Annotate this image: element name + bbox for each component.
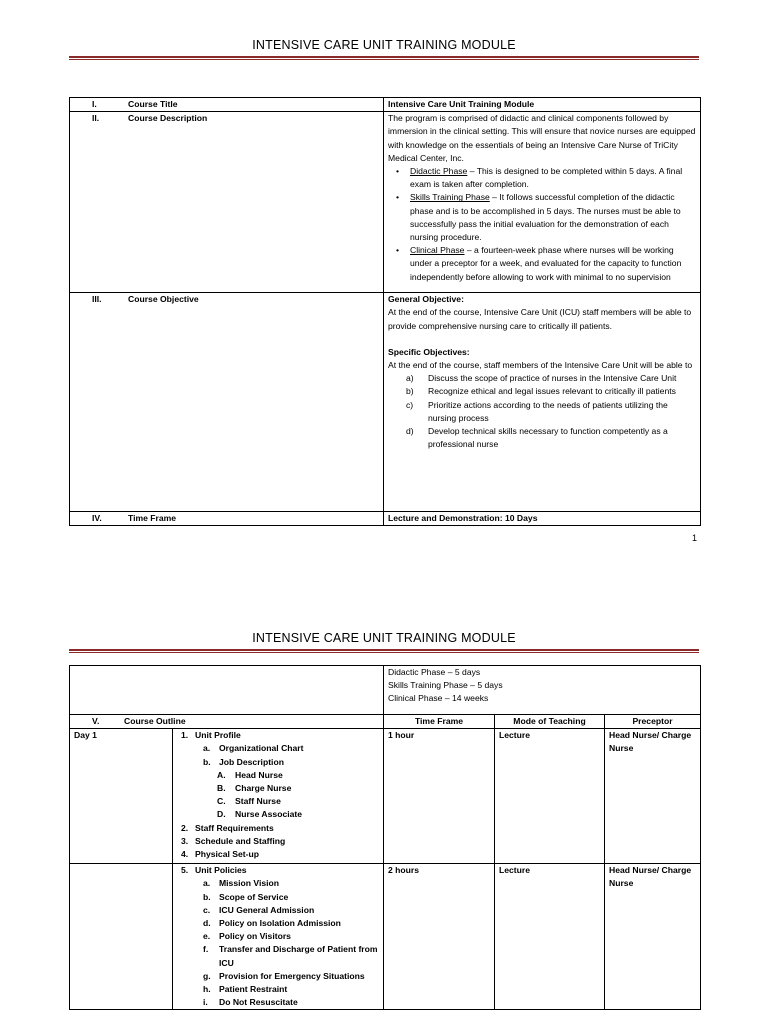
row-label: Course Description xyxy=(128,113,208,124)
time-frame-cell: 2 hours xyxy=(384,864,495,1010)
row-number: I. xyxy=(92,99,97,109)
list-item: f. Transfer and Discharge of Patient from ICU xyxy=(203,944,378,968)
phase-text: – This is designed to be completed within 5 days. A final exam is taken after completion. xyxy=(410,166,683,190)
table-row xyxy=(70,729,701,864)
specific-objectives-heading: Specific Objectives: xyxy=(388,346,470,357)
table-header-row xyxy=(70,715,701,729)
row-label: Course Objective xyxy=(128,294,199,305)
course-objective xyxy=(384,293,701,512)
column-header: Course Outline xyxy=(124,716,186,726)
list-item xyxy=(410,165,696,191)
specific-objectives-text: At the end of the course, staff members of the Intensive Care Unit will be able to xyxy=(388,360,693,371)
list-item xyxy=(410,191,696,244)
list-item: b. Scope of Service xyxy=(203,891,289,902)
phase-text: – It follows successful completion of the didactic phase and is to be accomplished in 5 days. The nurses must be able to successfully pass the initial evaluation for the demonstration of each nursing procedure. xyxy=(410,192,681,243)
list-item: b. Job Description xyxy=(203,756,284,767)
list-item: 3. Schedule and Staffing xyxy=(181,835,286,846)
phase-line: Clinical Phase – 14 weeks xyxy=(388,693,489,704)
preceptor-cell: Head Nurse/ Charge Nurse xyxy=(605,864,701,1010)
table-row xyxy=(70,98,701,112)
phase-list xyxy=(388,165,696,284)
page-number: 1 xyxy=(692,533,698,543)
general-objective-text: At the end of the course, Intensive Care Unit (ICU) staff members will be able to provide comprehensive nursing care to critically ill patients. xyxy=(388,307,692,331)
list-item xyxy=(410,244,696,284)
list-item: c. ICU General Admission xyxy=(203,904,315,915)
phase-summary xyxy=(384,666,701,715)
phase-term: Didactic Phase xyxy=(410,166,468,177)
general-objective-heading: General Objective: xyxy=(388,294,464,305)
list-item: 2. Staff Requirements xyxy=(181,822,274,833)
table-row xyxy=(70,112,701,293)
row-label: Time Frame xyxy=(128,513,177,524)
list-item: d) Develop technical skills necessary to function competently as a professional nurse xyxy=(406,426,668,450)
list-item: D. Nurse Associate xyxy=(217,809,303,820)
preceptor-cell: Head Nurse/ Charge Nurse xyxy=(605,729,701,864)
list-item: a) Discuss the scope of practice of nurses in the Intensive Care Unit xyxy=(406,373,677,384)
list-item: g. Provision for Emergency Situations xyxy=(203,970,365,981)
table-row xyxy=(70,293,701,512)
day-label: Day 1 xyxy=(70,729,173,864)
phase-term: Clinical Phase xyxy=(410,245,465,256)
course-info-table xyxy=(69,97,701,526)
list-item: B. Charge Nurse xyxy=(217,783,292,794)
mode-cell: Lecture xyxy=(495,729,605,864)
list-item: e. Policy on Visitors xyxy=(203,931,291,942)
table-row xyxy=(70,666,701,715)
table-row xyxy=(70,512,701,526)
list-item: C. Staff Nurse xyxy=(217,796,281,807)
list-item: i. Do Not Resuscitate xyxy=(203,997,298,1008)
column-header: Time Frame xyxy=(384,715,495,729)
list-item: 5. Unit Policies xyxy=(181,865,247,876)
list-item: h. Patient Restraint xyxy=(203,984,288,995)
row-label: Course Title xyxy=(128,99,178,109)
time-frame-cell: 1 hour xyxy=(384,729,495,864)
list-item: d. Policy on Isolation Admission xyxy=(203,918,341,929)
page-title: INTENSIVE CARE UNIT TRAINING MODULE xyxy=(252,38,516,52)
course-description xyxy=(384,112,701,293)
list-item: a. Mission Vision xyxy=(203,878,280,889)
phase-line: Skills Training Phase – 5 days xyxy=(388,680,503,691)
course-outline-table xyxy=(69,665,701,1010)
header-rule xyxy=(69,56,699,58)
course-title-value: Intensive Care Unit Training Module xyxy=(384,98,701,112)
table-row xyxy=(70,864,701,1010)
description-intro: The program is comprised of didactic and clinical components followed by immersion in the clinical setting. This will ensure that novice nurses are equipped with knowledge on the essentials of being an Intensive Care Nurse of TriCity Medical Center, Inc. xyxy=(388,113,696,163)
row-number: III. xyxy=(92,294,102,305)
header-rule xyxy=(69,649,699,651)
mode-cell: Lecture xyxy=(495,864,605,1010)
page-title: INTENSIVE CARE UNIT TRAINING MODULE xyxy=(252,631,516,645)
header-rule xyxy=(69,652,699,653)
outline-cell xyxy=(173,864,384,1010)
phase-line: Didactic Phase – 5 days xyxy=(388,667,481,677)
phase-term: Skills Training Phase xyxy=(410,192,490,203)
list-item: 1. Unit Profile xyxy=(181,730,241,741)
list-item: 4. Physical Set-up xyxy=(181,849,259,860)
list-item: A. Head Nurse xyxy=(217,769,283,780)
list-item: b) Recognize ethical and legal issues relevant to critically ill patients xyxy=(406,386,676,397)
list-item: a. Organizational Chart xyxy=(203,743,304,754)
row-number: II. xyxy=(92,113,100,124)
objectives-list xyxy=(388,372,696,451)
time-frame-value: Lecture and Demonstration: 10 Days xyxy=(384,512,701,526)
column-header: Mode of Teaching xyxy=(495,715,605,729)
list-item: c) Prioritize actions according to the needs of patients utilizing the nursing process xyxy=(406,399,668,423)
phase-text: – a fourteen-week phase where nurses will be working under a preceptor for a week, and evaluated for the capacity to function independently before allowing to work with minimal to no supervision xyxy=(410,245,682,282)
row-number: IV. xyxy=(92,513,102,524)
header-rule xyxy=(69,59,699,60)
column-header: Preceptor xyxy=(605,715,701,729)
outline-cell xyxy=(173,729,384,864)
row-number: V. xyxy=(92,716,100,726)
